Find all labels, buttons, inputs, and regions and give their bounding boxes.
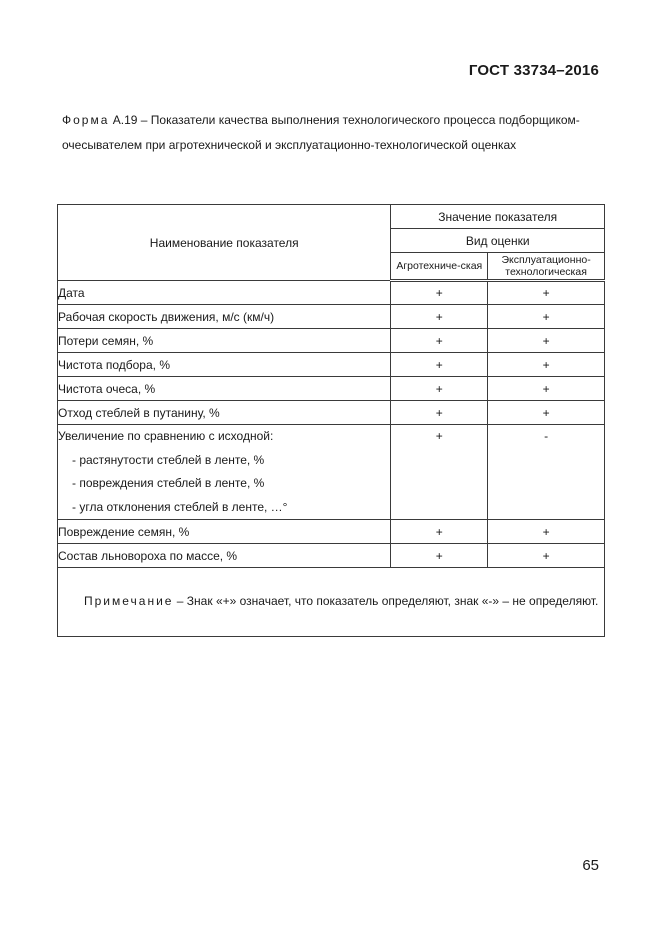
row-name: Состав льновороха по массе, % [58,544,391,568]
row-agro: + [391,401,488,425]
row-expl: + [488,305,605,329]
row-agro: + [391,281,488,305]
row-expl: + [488,329,605,353]
note-text: – Знак «+» означает, что показатель определяют, знак «-» – не определяют. [173,594,599,608]
row-expl: + [488,401,605,425]
document-code: ГОСТ 33734–2016 [468,62,599,79]
row-name: Повреждение семян, % [58,520,391,544]
indicators-table [57,204,605,637]
sub-item: - повреждения стеблей в ленте, % [72,476,265,490]
table-row [58,329,605,353]
row-name: Отход стеблей в путанину, % [58,401,391,425]
kind-header: Вид оценки [391,229,605,253]
multi-row-title: Увеличение по сравнению с исходной: [58,429,274,443]
table-row [58,544,605,568]
col-expl-header: Эксплуатационно-технологическая [488,253,605,281]
row-name: Потери семян, % [58,329,391,353]
row-name: Дата [58,281,391,305]
row-agro: + [391,377,488,401]
table-row [58,401,605,425]
row-name: Чистота очеса, % [58,377,391,401]
table-row [58,377,605,401]
note-row [58,568,605,637]
row-agro: + [391,353,488,377]
value-header: Значение показателя [391,205,605,229]
note-label: Примечание [84,594,174,608]
row-expl: - [488,425,605,520]
table-row-multi [58,425,605,520]
row-expl: + [488,544,605,568]
table-row [58,520,605,544]
sub-item: - угла отклонения стеблей в ленте, …° [72,499,288,514]
table-row [58,305,605,329]
row-expl: + [488,353,605,377]
col-agro-header: Агротехниче-ская [391,253,488,281]
col-name-header: Наименование показателя [58,205,391,281]
form-word: Форма [62,113,110,127]
sub-item: - растянутости стеблей в ленте, % [72,452,265,467]
row-agro: + [391,520,488,544]
row-agro: + [391,329,488,353]
table-row [58,353,605,377]
form-caption-text: А.19 – Показатели качества выполнения технологического процесса подборщиком-очесывателем при агротехнической и эксплуатационно-технологической оценках [62,113,580,152]
form-caption [62,108,610,158]
row-agro: + [391,425,488,520]
row-name: Рабочая скорость движения, м/с (км/ч) [58,305,391,329]
multi-row-name [58,425,391,520]
row-name: Чистота подбора, % [58,353,391,377]
table-row [58,281,605,305]
row-expl: + [488,281,605,305]
row-expl: + [488,377,605,401]
row-agro: + [391,544,488,568]
page-number: 65 [582,857,599,874]
row-expl: + [488,520,605,544]
row-agro: + [391,305,488,329]
table-note [58,568,605,637]
